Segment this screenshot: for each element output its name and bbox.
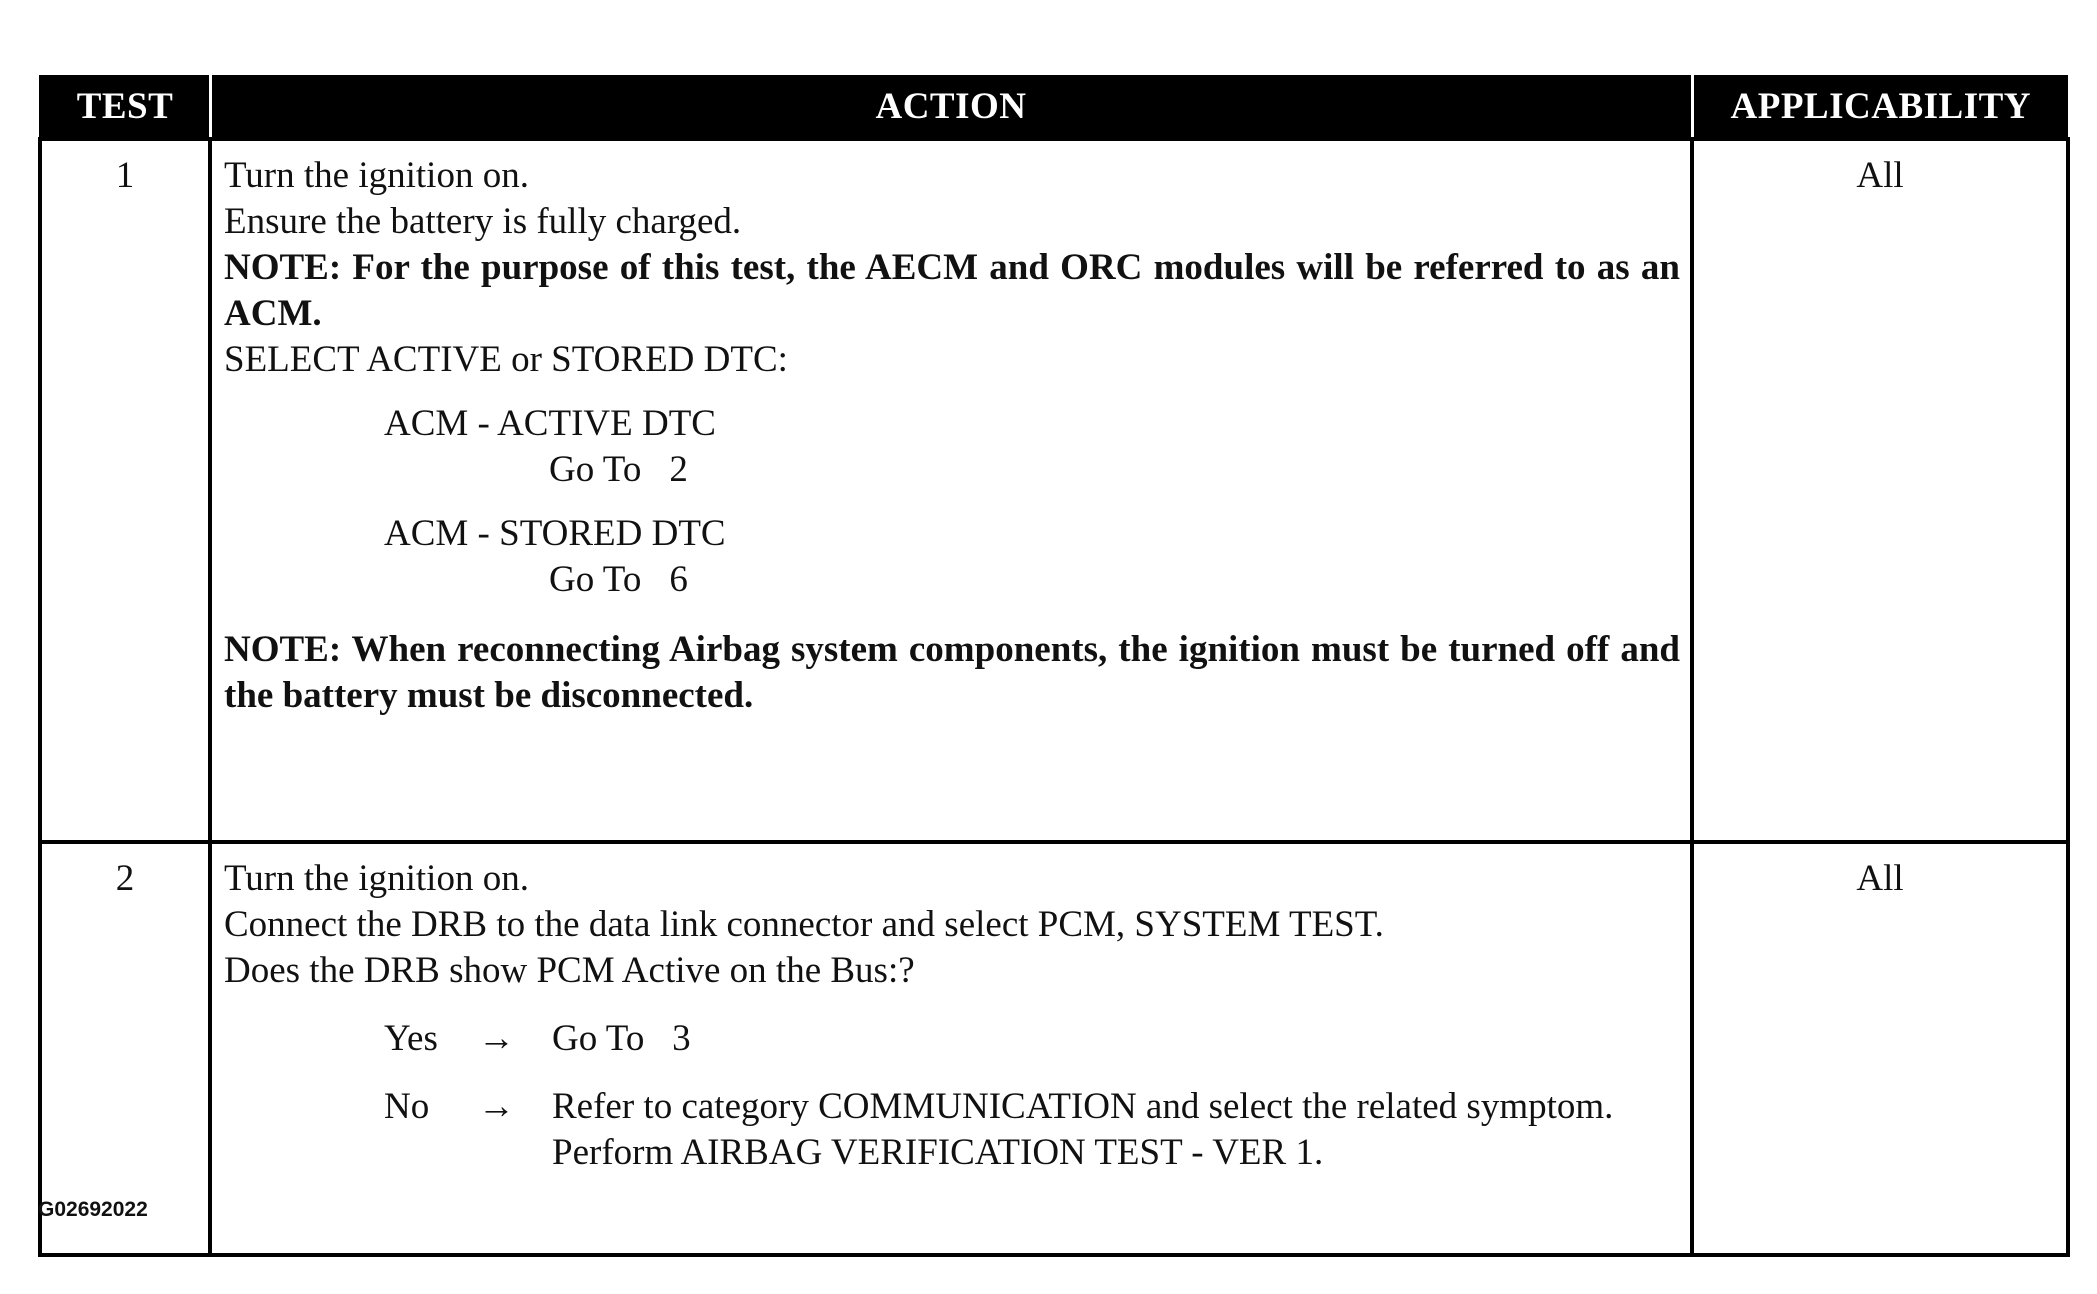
action-line: Ensure the battery is fully charged. [224, 201, 742, 242]
test-number: 2 [40, 842, 210, 1255]
diagnostic-test-sheet [38, 75, 2066, 1257]
spacer [224, 603, 1680, 627]
action-line: Turn the ignition on. [224, 858, 529, 899]
header-applicability: APPLICABILITY [1692, 75, 2068, 139]
no-result-text: Refer to category COMMUNICATION and select the related symptom. [552, 1086, 1614, 1127]
action-cell [210, 842, 1692, 1255]
no-branch [224, 1084, 1680, 1176]
table-row [40, 139, 2068, 842]
figure-code: G02692022 [38, 1198, 148, 1221]
action-line: Connect the DRB to the data link connector and select PCM, SYSTEM TEST. [224, 904, 1384, 945]
yes-result: Go To 3 [552, 1018, 691, 1059]
no-result [552, 1084, 1680, 1176]
goto-label: Go To [549, 559, 642, 600]
action-line: Turn the ignition on. [224, 155, 529, 196]
diagnostic-table [38, 75, 2070, 1257]
table-header-row [40, 75, 2068, 139]
action-line: Does the DRB show PCM Active on the Bus:? [224, 950, 915, 991]
yes-label: Yes [384, 1018, 438, 1059]
goto-instruction [224, 447, 1680, 493]
arrow-icon: → [478, 1018, 515, 1059]
goto-number: 2 [669, 449, 688, 490]
table-row [40, 842, 2068, 1255]
applicability-value: All [1692, 842, 2068, 1255]
test-number: 1 [40, 139, 210, 842]
arrow-icon: → [478, 1086, 515, 1127]
action-cell [210, 139, 1692, 842]
applicability-value: All [1692, 139, 2068, 842]
note-text: NOTE: When reconnecting Airbag system components, the ignition must be turned off and the battery must be disconnected. [224, 629, 1680, 716]
no-label: No [384, 1086, 430, 1127]
no-result-text-2: Perform AIRBAG VERIFICATION TEST - VER 1. [552, 1132, 1324, 1173]
header-test: TEST [40, 75, 210, 139]
option-label: ACM - ACTIVE DTC [384, 403, 716, 444]
goto-label: Go To [549, 449, 642, 490]
select-prompt: SELECT ACTIVE or STORED DTC: [224, 339, 788, 380]
goto-instruction [224, 557, 1680, 603]
option-active-dtc [224, 401, 1680, 447]
goto-number: 6 [669, 559, 688, 600]
option-stored-dtc [224, 511, 1680, 557]
yes-branch [224, 1016, 1680, 1062]
option-label: ACM - STORED DTC [384, 513, 726, 554]
header-action: ACTION [210, 75, 1692, 139]
note-text: NOTE: For the purpose of this test, the AECM and ORC modules will be referred to as an ACM. [224, 247, 1680, 334]
